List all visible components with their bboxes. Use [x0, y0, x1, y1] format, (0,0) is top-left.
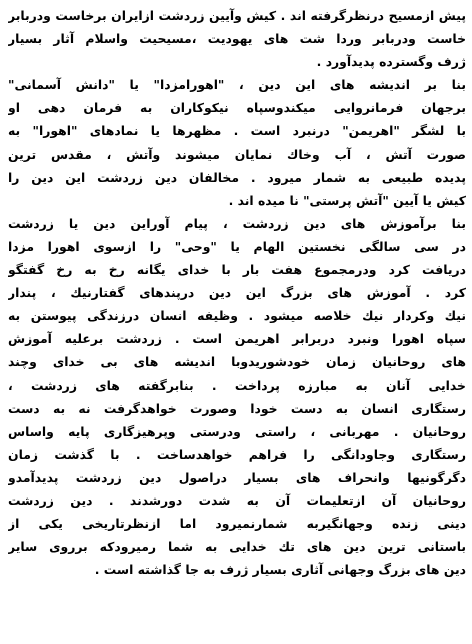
text-line: كرد . آموزش هاى بزرگ اين دين درپندهاى گفتارنيك ، پندار — [8, 285, 466, 301]
text-line: دينى زنده وجهانگيربه شمارنميرود اما ازنظرتاريخى يكى از — [8, 516, 466, 532]
text-line: در سى سالگى نخستين الهام يا "وحى" را ازسوى اهورا مزدا — [8, 238, 466, 254]
text-line: ژرف وگسترده پديدآورد . — [316, 54, 466, 70]
text-line: بنا برآموزش هاى دين زردشت ، پيام آوراين دين يا زردشت — [8, 215, 466, 231]
text-line: سپاه اهورا ونبرد دربرابر اهريمن است . زردشت برعليه آموزش — [8, 331, 466, 347]
text-line: خدايى آنان به مبارزه پرداخت . بنابرگفته هاى زردشت ، — [8, 377, 466, 393]
text-line: باستانى ترين دين هاى تك خدايى به شما رميرودكه برروى ساير — [8, 539, 466, 555]
text-line: برجهان فرمانروايى ميكندوسپاه نيكوكاران به فرمان دهى او — [8, 100, 466, 116]
text-line: دريافت كرد ودرمجموع هفت بار با خداى يگانه رخ به رخ گفتگو — [8, 262, 466, 278]
text-line: صورت آتش ، آب وخاك نمايان ميشوند وآتش ، مقدس ترين — [8, 146, 466, 162]
text-line: كيش يا آيين "آتش پرستى" نا ميده اند . — [228, 192, 466, 208]
text-line: دگرگونيها وانحراف هاى بسيار دراصول دين زردشت پديدآمدو — [8, 469, 466, 485]
text-line: بنا بر انديشه هاى اين دين ، "اهورامزدا" يا "دانش آسمانى" — [8, 77, 466, 93]
text-line: دين هاى بزرگ وجهانى آثارى بسيار ژرف به جا گذاشته است . — [94, 562, 466, 578]
text-line: خاست ودربابر وردا شت هاى يهوديت ،مسيحيت واسلام آثار بسيار — [8, 31, 466, 47]
text-line: رستگارى وجاودانگى را فراهم خواهدساخت . با گذشت زمان — [8, 446, 466, 462]
body-text — [8, 4, 466, 581]
text-line: روحانيان آن ازتعليمات آن به شدت دورشدند . دين زردشت — [8, 492, 466, 508]
text-line: نيك وكردار نيك خلاصه ميشود . وظيفه انسان درزندگى پيوستن به — [8, 308, 466, 324]
text-line: روحانيان . مهربانى ، راستى ودرستى وپرهيزگارى پايه واساس — [8, 423, 466, 439]
text-line: با لشگر "اهريمن" درنبرد است . مظهرها يا نمادهاى "اهورا" به — [8, 123, 466, 139]
text-line: هاى روحانيان زمان خودشوريدوبا انديشه هاى بى خداى وچند — [8, 354, 466, 370]
text-line: رستگارى انسان به دست خودا وصورت خواهدگرفت نه به دست — [8, 400, 466, 416]
text-line: پديده طبيعى به شمار ميرود . مخالفان دين زردشت اين دين را — [8, 169, 466, 185]
text-line: پيش ازمسيح درنظرگرفته اند . كيش وآيين زردشت ازايران برخاست ودربابر — [8, 8, 466, 23]
